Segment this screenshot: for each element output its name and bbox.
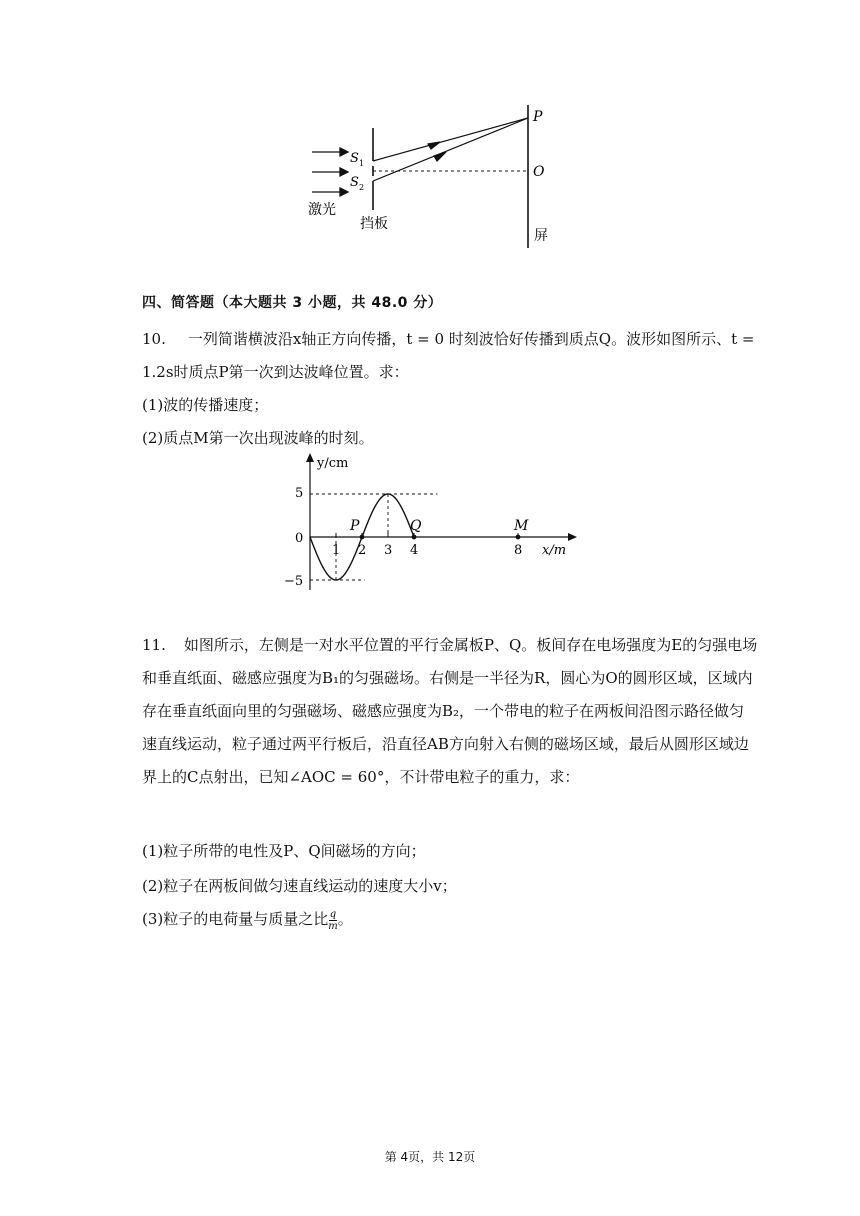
wave-graph [270, 450, 590, 600]
x-tick-label-1: 1 [332, 543, 341, 558]
q10-number: 10. [142, 330, 166, 348]
label-o: O [533, 164, 545, 180]
q11-sub1: (1)粒子所带的电性及P、Q间磁场的方向； [142, 842, 426, 860]
q11-number: 11. [142, 636, 166, 654]
point-p [360, 535, 365, 540]
section-heading: 四、简答题（本大题共 3 小题，共 48.0 分） [142, 295, 443, 311]
label-s1-sub: 1 [359, 159, 365, 168]
q11-line4: 速直线运动，粒子通过两平行板后，沿直径AB方向射入右侧的磁场区域，最后从圆形区域边 [142, 735, 749, 753]
x-axis-label: x/m [542, 543, 567, 558]
q11-line2: 和垂直纸面、磁感应强度为B₁的匀强磁场。右侧是一半径为R，圆心为O的圆形区域，区域内 [142, 669, 753, 687]
point-label-q: Q [410, 518, 422, 534]
point-label-p: P [350, 518, 360, 534]
q11-text-line1: 如图所示，左侧是一对水平位置的平行金属板P、Q。板间存在电场强度为E的匀强电场 [183, 636, 758, 654]
fraction-numerator: q [329, 908, 337, 920]
label-laser: 激光 [308, 202, 336, 218]
q11-line5: 界上的C点射出，已知∠AOC = 60°，不计带电粒子的重力，求： [142, 768, 580, 786]
q10-sub2: (2)质点M第一次出现波峰的时刻。 [142, 429, 374, 447]
laser-arrows [312, 148, 348, 196]
y-tick-0: 0 [295, 531, 304, 546]
label-s2-sub: 2 [359, 183, 365, 192]
page-footer: 第 4页，共 12页 [384, 1150, 476, 1164]
double-slit-figure [300, 100, 570, 260]
q11-line1 [142, 634, 757, 655]
q10-line2: 1.2s时质点P第一次到达波峰位置。求： [142, 363, 409, 381]
point-m [516, 535, 521, 540]
label-s2: S [350, 175, 359, 190]
fraction-denominator: m [328, 920, 338, 932]
q11-line3: 存在垂直纸面向里的匀强磁场、磁感应强度为B₂，一个带电的粒子在两板间沿图示路径做匀 [142, 702, 745, 720]
wave-axes [284, 453, 577, 590]
q11-sub3-suffix: 。 [337, 910, 353, 928]
q10-sub1: (1)波的传播速度； [142, 396, 269, 414]
q10-line1 [142, 328, 754, 349]
label-screen: 屏 [534, 228, 548, 244]
y-tick-5: 5 [295, 486, 304, 501]
y-tick-neg5: −5 [284, 574, 304, 589]
label-p: P [533, 109, 543, 125]
x-tick-label-4: 4 [410, 543, 419, 558]
y-axis-label: y/cm [317, 456, 349, 471]
label-s1: S [350, 151, 359, 166]
q-over-m-fraction [328, 909, 337, 932]
point-label-m: M [514, 518, 529, 534]
y-axis-arrow [306, 453, 314, 462]
q11-sub2: (2)粒子在两板间做匀速直线运动的速度大小v； [142, 877, 457, 895]
q10-text-line1: 一列简谐横波沿x轴正方向传播，t = 0 时刻波恰好传播到质点Q。波形如图所示、t = [187, 330, 755, 348]
x-axis-arrow [568, 533, 577, 541]
x-tick-label-3: 3 [384, 543, 393, 558]
q11-sub3-prefix: (3)粒子的电荷量与质量之比 [142, 910, 329, 928]
q11-sub3 [142, 908, 353, 932]
light-rays [373, 118, 528, 181]
x-tick-label-2: 2 [358, 543, 367, 558]
label-baffle: 挡板 [360, 216, 388, 232]
point-q [412, 535, 417, 540]
x-tick-label-8: 8 [514, 543, 523, 558]
